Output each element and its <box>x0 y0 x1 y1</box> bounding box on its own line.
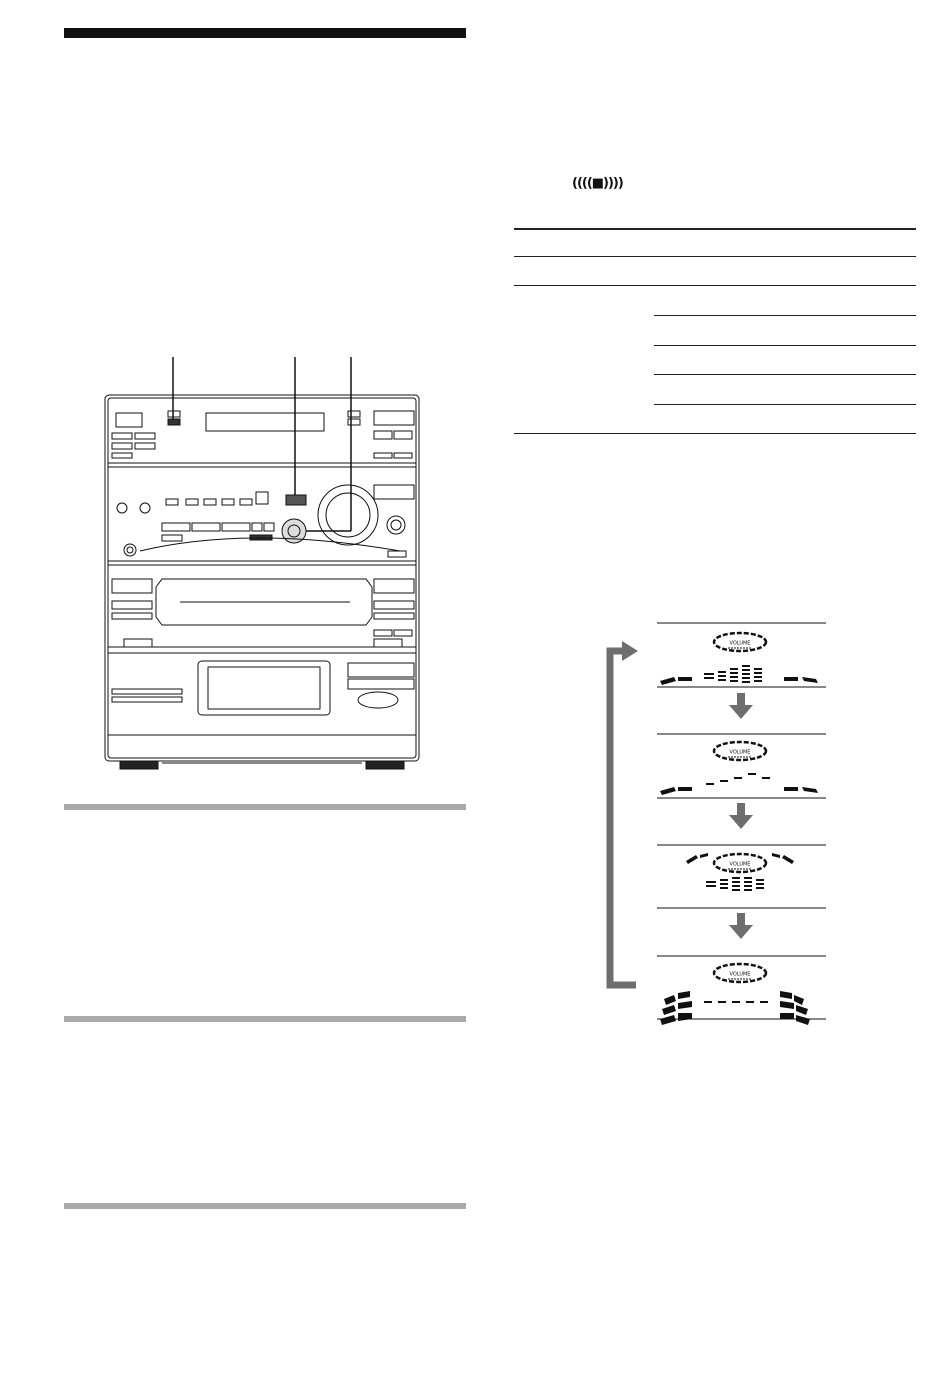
display-sequence-diagram: VOLUME <box>600 615 840 1030</box>
surround-icon: ((((■)))) <box>572 176 623 191</box>
table-rule <box>654 315 916 316</box>
section-rule-3 <box>64 1203 466 1209</box>
table-rule-top <box>514 228 916 230</box>
volume-display-icon <box>714 633 766 651</box>
table-rule <box>654 404 916 405</box>
table-rule <box>514 285 916 286</box>
top-rule <box>64 28 466 38</box>
table-rule <box>654 374 916 375</box>
stereo-system-illustration <box>100 355 430 775</box>
table-rule <box>514 256 916 257</box>
section-rule-1 <box>64 804 466 810</box>
table-rule <box>654 345 916 346</box>
table-rule-bottom <box>514 433 916 434</box>
section-rule-2 <box>64 1016 466 1022</box>
